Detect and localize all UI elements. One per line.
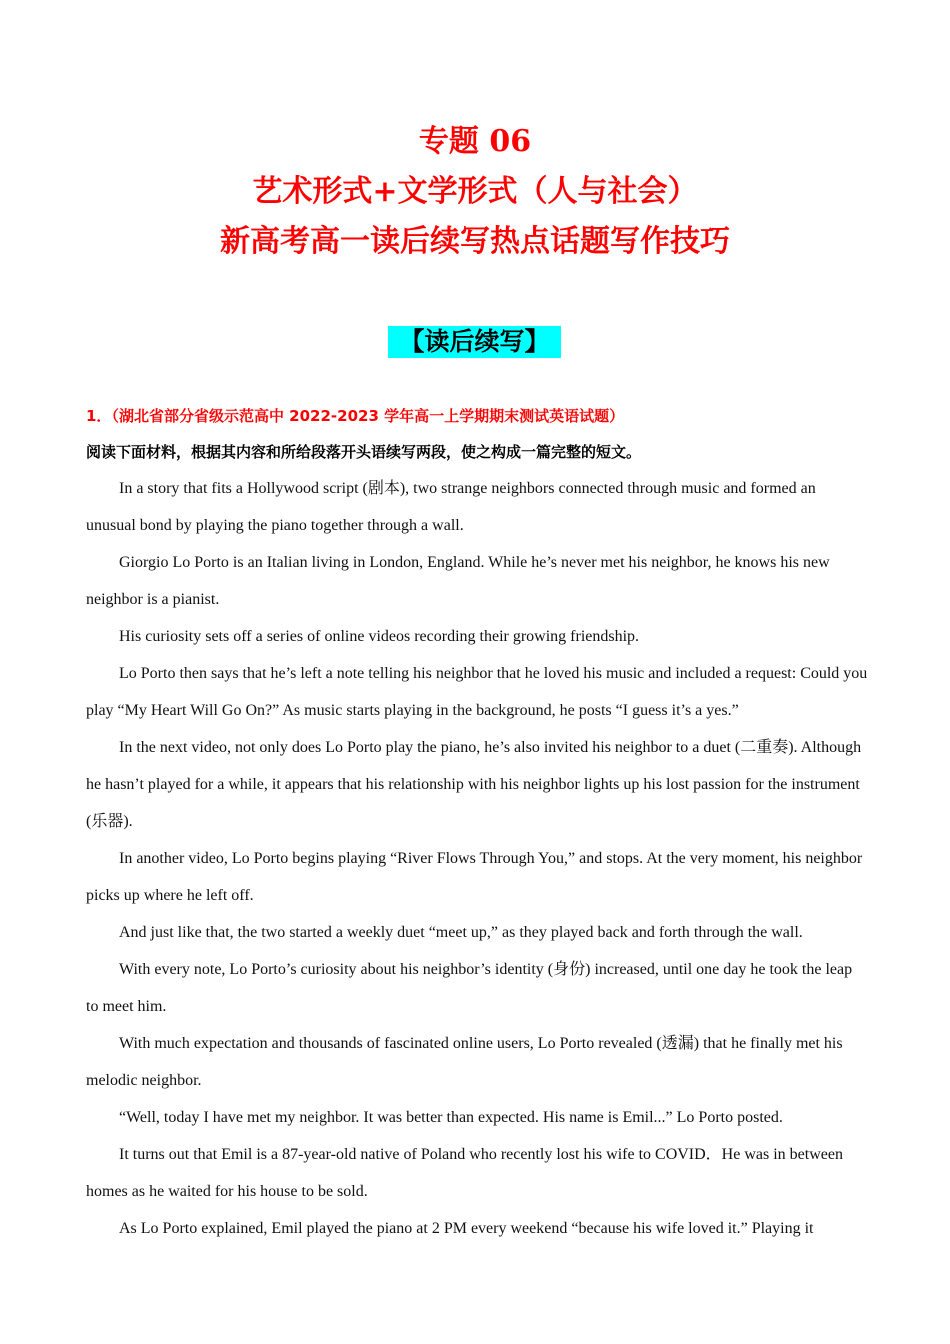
- article-paragraph: Giorgio Lo Porto is an Italian living in London, England. While he’s never met his neighbor, he knows his new neighbor is a pianist.: [86, 554, 830, 608]
- article-paragraph: And just like that, the two started a weekly duet “meet up,” as they played back and forth through the wall.: [119, 924, 803, 941]
- topic-title: 专题 06: [418, 124, 532, 159]
- article-paragraph: With every note, Lo Porto’s curiosity about his neighbor’s identity (身份) increased, until one day he took the leap to meet him.: [86, 961, 853, 1015]
- subtitle: 艺术形式+文学形式（人与社会）: [252, 174, 698, 209]
- article-paragraph: “Well, today I have met my neighbor. It was better than expected. His name is Emil...” Lo Porto posted.: [119, 1109, 783, 1126]
- question-header: [86, 405, 624, 427]
- article-paragraph: It turns out that Emil is a 87-year-old native of Poland who recently lost his wife to COVID．He was in between homes as he waited for his house to be sold.: [86, 1146, 843, 1200]
- article-paragraph: As Lo Porto explained, Emil played the piano at 2 PM every weekend “because his wife loved it.” Playing it: [119, 1220, 814, 1237]
- section-badge: 【读后续写】: [388, 326, 561, 358]
- article-paragraph: Lo Porto then says that he’s left a note telling his neighbor that he loved his music and included a request: Could you play “My Heart Will Go On?” As music starts playing in the background, he posts “I guess it’s a yes.”: [86, 665, 868, 719]
- article-body: [86, 470, 868, 1247]
- article-paragraph: His curiosity sets off a series of online videos recording their growing friendship.: [119, 628, 640, 645]
- article-paragraph: In the next video, not only does Lo Porto play the piano, he’s also invited his neighbor to a duet (二重奏). Although he hasn’t played for a while, it appears that his relationship with his neighbor lights up his lost passion for the instrument (乐器).: [86, 739, 862, 830]
- instruction: 阅读下面材料，根据其内容和所给段落开头语续写两段，使之构成一篇完整的短文。: [86, 443, 642, 461]
- main-title: 新高考高一读后续写热点话题写作技巧: [220, 224, 730, 259]
- article-paragraph: In another video, Lo Porto begins playing “River Flows Through You,” and stops. At the very moment, his neighbor picks up where he left off.: [86, 850, 863, 904]
- article-paragraph: In a story that fits a Hollywood script (剧本), two strange neighbors connected through music and formed an unusual bond by playing the piano together through a wall.: [86, 480, 816, 534]
- question-number: 1．: [86, 407, 112, 425]
- article-paragraph: With much expectation and thousands of fascinated online users, Lo Porto revealed (透漏) that he finally met his melodic neighbor.: [86, 1035, 843, 1089]
- question-source: （湖北省部分省级示范高中 2022-2023 学年高一上学期期末测试英语试题）: [111, 407, 625, 425]
